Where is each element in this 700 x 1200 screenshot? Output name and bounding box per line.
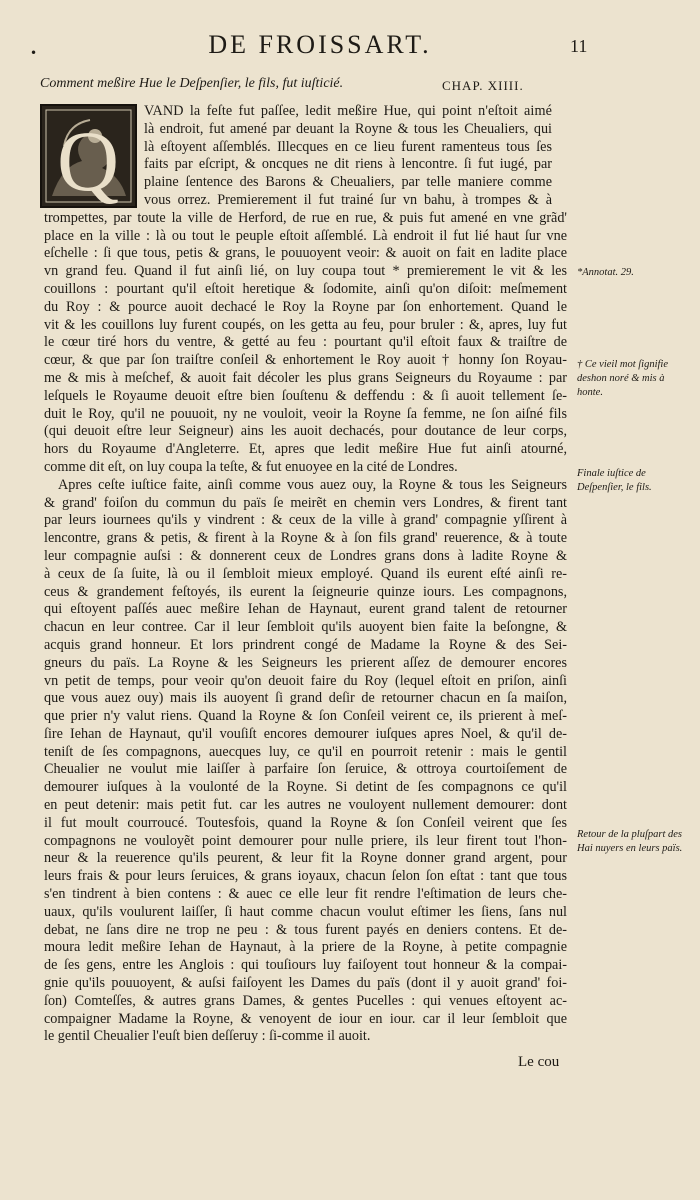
text-line: ſire Iehan de Haynaut, qu'il vouſiſt encores demourer iuſques apres Noel, & qu'il de- — [44, 725, 567, 742]
text-line: s'en tindrent à bien contens : & auec ce elle leur fit rendre l'eſtimation de leurs che- — [44, 886, 567, 903]
text-line: de ſes gens, entre les Anglois : qui touſiours luy faiſoyent tout honneur & la compai- — [44, 957, 567, 974]
text-line: couillons : pourtant qu'il eſtoit heretique & ſodomite, ainſi qu'on diſoit: meſmement — [44, 280, 567, 297]
text-line: vous orrez. Premierement il fut trainé ſur vn bahu, à trompes & à — [144, 191, 552, 208]
text-line: gnie qu'ils pouuoyent, & auſsi faiſoyent les Dames du païs (dont il y auoit grand' foi- — [44, 975, 567, 992]
chapter-heading: Comment meßire Hue le Deſpenſier, le fils, fut iuſticié. — [40, 76, 344, 91]
text-line: (qui deuoit eſtre leur Seigneur) ains les auoit dechacés, pour doutance de leur corps, — [44, 423, 567, 440]
text-line: debat, ne ſans dire ne trop ne peu : & tous furent payés en deniers contens. Et de- — [44, 921, 567, 938]
text-line: place en la ville : là ou tout le peuple eſtoit aſſemblé. Là endroit il fut lié haut ſur vne — [44, 227, 567, 244]
text-line: lencontre, grans & petis, & firent à la Royne & à ſon fils grand' reuerence, & à toute — [44, 530, 567, 547]
text-line: que prier n'y valut riens. Quand la Royne & ſon Conſeil veirent ce, ils prierent à meſ- — [44, 708, 567, 725]
text-line: ceus & grandement feſtoyés, ils eurent la ſeigneurie quinze iours. Les compagnons, — [44, 583, 567, 600]
text-line: le cœur tiré hors du ventre, & getté au feu : pourtant qu'il eſtoit faux & traiſtre de — [44, 334, 567, 351]
text-line: vn petit de temps, pour veoir qu'on deuoit faire du Roy (lequel eſtoit en priſon, ainſi — [44, 672, 567, 689]
text-line: demourer iuſques à la voulonté de la Royne. Si detint de ſes compagnons ce qu'il — [44, 779, 567, 796]
text-line: trompettes, par toute la ville de Herford, de rue en rue, & puis fut amené en vne grãd' — [44, 209, 567, 226]
margin-note-annotation: *Annotat. 29. — [577, 267, 634, 278]
text-line: le gentil Cheualier l'euſt bien deſſeruy : ſi-comme il auoit. — [44, 1028, 371, 1045]
text-line: eſchelle : ſi que tous, petis & grans, le pouuoyent veoir: & auoit on fait en ladite place — [44, 245, 567, 262]
text-line: moura ledit meßire Iehan de Haynaut, à la priere de la Royne, à petite compagnie — [44, 939, 567, 956]
catchword: Le cou — [518, 1054, 560, 1070]
text-line: que vous auez ouy) mais ils auoyent ſi grand deſir de retourner chacun en ſa maiſon, — [44, 690, 567, 707]
text-line: leurs frais & pour leurs ſeruices, & grans ioyaux, chacun ſelon ſon eſtat : tant que tous — [44, 868, 567, 885]
text-line: qui eſtoyent paſſés auec meßire Iehan de Haynaut, eurent grand talent de retourner — [44, 601, 567, 618]
text-line: VAND la feſte fut paſſee, ledit meßire Hue, qui point n'eſtoit aimé — [144, 103, 552, 119]
text-line: cœur, & que par ſon traiſtre conſeil & enhortement le Roy auoit † honny ſon Royau- — [44, 352, 567, 369]
text-line: Apres ceſte iuſtice faite, ainſi comme vous auez ouy, la Royne & tous les Seigneurs — [58, 476, 567, 493]
running-header-title: DE FROISSART. — [208, 30, 432, 59]
dropcap-letter: Q — [56, 113, 120, 206]
text-line: acquis grand honneur. Et lors prindrent congé de Madame la Royne & des Sei- — [44, 636, 567, 653]
chapter-number: CHAP. XIIII. — [442, 78, 524, 93]
margin-note-retour: Retour de la pluſpart des Hai nuyers en leurs païs. — [577, 829, 683, 854]
text-line: gneurs du païs. La Royne & les Seigneurs les prierent aſſez de demourer encores — [44, 654, 567, 671]
text-line: Cheualier ne voulut mie laiſſer à parfaire ſon ſeruice, & ottroya courtoiſement de — [44, 761, 567, 778]
text-line: vn grand feu. Quand il fut ainſi lié, on luy coupa tout * premierement le vit & les — [44, 263, 567, 280]
text-line: en peut detenir: mais petit fut. car les autres ne vouloyent nullement demourer: dont — [44, 797, 567, 814]
page-number: 11 — [570, 36, 588, 56]
text-line: chacun en leur contree. Car il leur ſembloit qu'ils auoyent bien faite la beſongne, & — [44, 619, 567, 636]
text-line: là endroit, fut amené par deuant la Royne & tous les Cheualiers, qui — [144, 120, 552, 137]
margin-note-finale-justice: Finale iuſtice de Deſpenſier, le fils. — [577, 468, 652, 493]
text-line: me & mis à meſchef, & auoit fait décoler les plus grans Seigneurs du Royaume : par — [44, 369, 567, 386]
printer-mark: • — [30, 46, 38, 60]
text-line: teniſt de ſes compagnons, auecques luy, ce qu'il en pourroit retenir : mais le gentil — [44, 743, 567, 760]
text-line: neur & la reuerence qu'ils peurent, & leur fit la Royne donner grand argent, pour — [44, 850, 567, 867]
text-line: du Roy : & pource auoit dechacé le Roy la Royne par ſon enhortement. Quand le — [44, 298, 567, 315]
text-line: leur compagnie auſsi : & donnerent ceux de Londres grans dons à ladite Royne & — [44, 547, 567, 564]
text-line: à ceux de ſa ſuite, là ou il ſembloit mieux employé. Quand ils eurent eſté ainſi re- — [44, 565, 567, 582]
text-line: vit & les couillons luy furent coupés, on les getta au feu, pour bruler : &, apres, luy fut — [44, 316, 567, 333]
text-line: leſquels le Royaume deuoit eſtre bien ſouſtenu & deffendu : & ſi auoit tellement ſe- — [44, 387, 567, 404]
body-text — [0, 103, 570, 1046]
text-line: plaine ſentence des Barons & Cheualiers, par telle maniere comme — [144, 174, 552, 191]
text-line: compaigner Madame la Royne, & venoyent de iour en iour. car il leur ſembloit que — [44, 1010, 567, 1027]
text-line: uaux, qu'ils voulurent laiſſer, ſi haut comme chacun voulut eſtimer les ſiens, ſans nul — [44, 903, 567, 920]
text-line: compagnons ne vouloyẽt point demourer pour nulle priere, ils leur firent tout l'hon- — [44, 832, 567, 849]
text-line: hors du Royaume d'Angleterre. Et, apres que ledit meßire Hue fut ainſi atourné, — [44, 441, 567, 458]
margin-note-definition: † Ce vieil mot ſignifie deshon noré & mis à honte. — [577, 359, 668, 398]
text-line: comme dit eſt, on luy coupa la teſte, & fut enuoyee en la cité de Londres. — [44, 458, 458, 475]
text-line: & grand' foiſon du commun du païs ſe meirẽt en chemin vers Londres, & firent tant — [44, 494, 567, 511]
text-line: là eſtoyent aſſemblés. Illecques en ce lieu furent ramenteus tous ſes — [144, 138, 552, 155]
text-line: il fut moult courroucé. Toutesfois, quand la Royne & ſon Conſeil veirent que ſes — [44, 814, 567, 831]
text-line: ſon) Comteſſes, & autres grans Dames, & gentes Pucelles : qui venues eſtoyent ac- — [44, 992, 567, 1009]
text-line: faits par eſcript, & oncques ne dit riens à lencontre. ſi fut iugé, par — [144, 156, 552, 173]
text-line: duit le Roy, qu'il ne pouuoit, ny ne vouloit, veoir la Royne ſa femme, ne ſon aiſné fils — [44, 405, 567, 422]
text-line: par leurs iournees qu'ils y vindrent : & ceux de la ville à grand' compagnie yſſirent à — [44, 512, 567, 529]
